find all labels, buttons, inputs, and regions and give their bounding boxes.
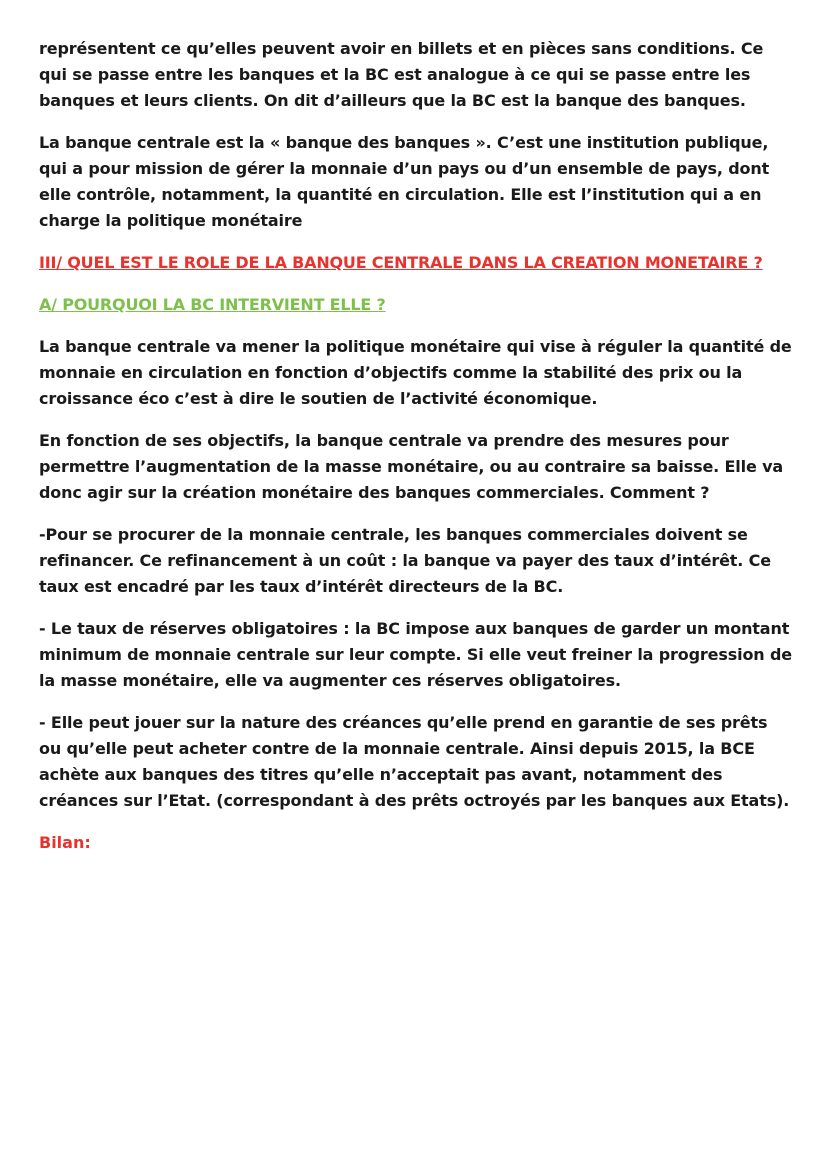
document-body: [39, 36, 794, 856]
subsection-heading: A/ POURQUOI LA BC INTERVIENT ELLE ?: [39, 295, 386, 314]
paragraph-central-bank-definition: La banque centrale est la « banque des banques ». C’est une institution publique, qui a pour mission de gérer la monnaie d’un pays ou d’un ensemble de pays, dont elle contrôle, notamment, la quantité en circulation. Elle est l’institution qui a en charge la politique monétaire: [39, 133, 770, 230]
section-heading: III/ QUEL EST LE ROLE DE LA BANQUE CENTRALE DANS LA CREATION MONETAIRE ?: [39, 253, 763, 272]
paragraph-intro-continuation: représentent ce qu’elles peuvent avoir en billets et en pièces sans conditions. Ce qui se passe entre les banques et la BC est analogue à ce qui se passe entre les banques et leurs clients. On dit d’ailleurs que la BC est la banque des banques.: [39, 39, 764, 110]
paragraph-objectives: En fonction de ses objectifs, la banque centrale va prendre des mesures pour permettre l’augmentation de la masse monétaire, ou au contraire sa baisse. Elle va donc agir sur la création monétaire des banques commerciales. Comment ?: [39, 431, 783, 502]
bilan-label: Bilan:: [39, 833, 91, 852]
paragraph-collateral: - Elle peut jouer sur la nature des créances qu’elle prend en garantie de ses prêts ou qu’elle peut acheter contre de la monnaie centrale. Ainsi depuis 2015, la BCE achète aux banques des titres qu’elle n’acceptait pas avant, notamment des créances sur l’Etat. (correspondant à des prêts octroyés par les banques aux Etats).: [39, 713, 790, 810]
paragraph-monetary-policy: La banque centrale va mener la politique monétaire qui vise à réguler la quantité de monnaie en circulation en fonction d’objectifs comme la stabilité des prix ou la croissance éco c’est à dire le soutien de l’activité économique.: [39, 337, 792, 408]
paragraph-refinancing: -Pour se procurer de la monnaie centrale, les banques commerciales doivent se refinancer. Ce refinancement à un coût : la banque va payer des taux d’intérêt. Ce taux est encadré par les taux d’intérêt directeurs de la BC.: [39, 525, 771, 596]
paragraph-reserve-requirements: - Le taux de réserves obligatoires : la BC impose aux banques de garder un montant minimum de monnaie centrale sur leur compte. Si elle veut freiner la progression de la masse monétaire, elle va augmenter ces réserves obligatoires.: [39, 619, 792, 690]
